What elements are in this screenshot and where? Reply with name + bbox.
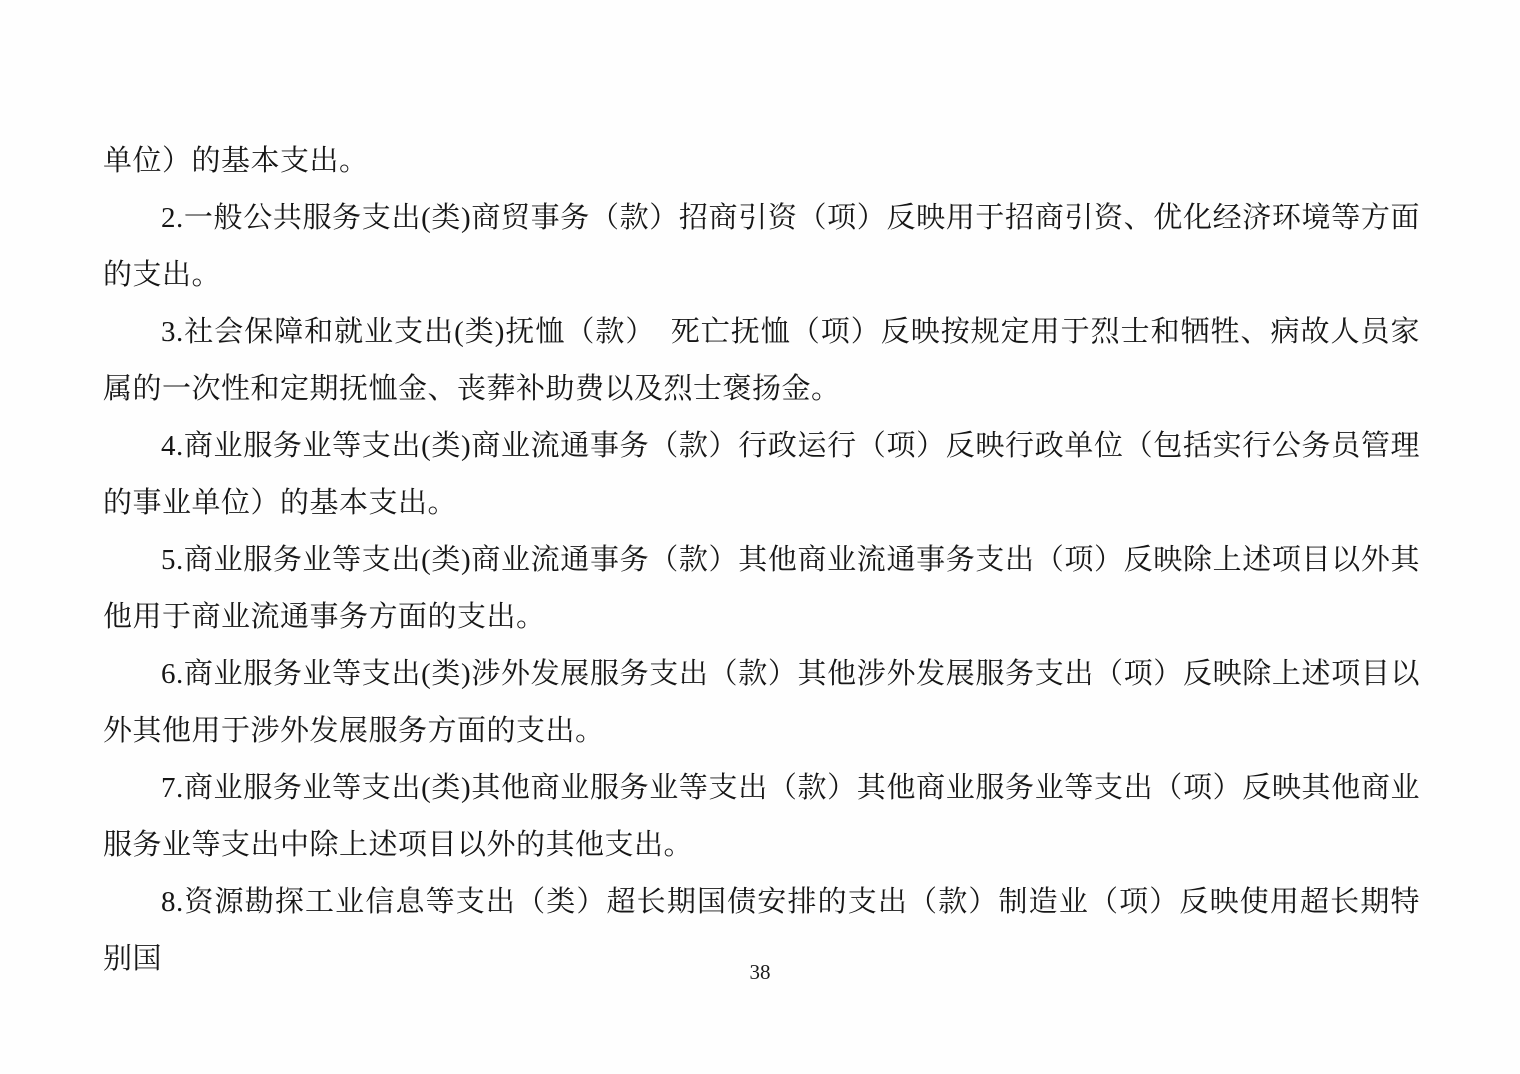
paragraph-item-8: 8.资源勘探工业信息等支出（类）超长期国债安排的支出（款）制造业（项）反映使用超长期特别国 — [103, 886, 1420, 975]
paragraph-item-4: 4.商业服务业等支出(类)商业流通事务（款）行政运行（项）反映行政单位（包括实行公务员管理的事业单位）的基本支出。 — [103, 430, 1420, 519]
paragraph-item-6: 6.商业服务业等支出(类)涉外发展服务支出（款）其他涉外发展服务支出（项）反映除上述项目以外其他用于涉外发展服务方面的支出。 — [103, 658, 1420, 747]
paragraph-continuation: 单位）的基本支出。 — [103, 145, 369, 177]
document-body — [103, 133, 1420, 988]
paragraph-item-7: 7.商业服务业等支出(类)其他商业服务业等支出（款）其他商业服务业等支出（项）反映其他商业服务业等支出中除上述项目以外的其他支出。 — [103, 772, 1420, 861]
paragraph-item-2: 2.一般公共服务支出(类)商贸事务（款）招商引资（项）反映用于招商引资、优化经济环境等方面的支出。 — [103, 202, 1420, 291]
page-number: 38 — [749, 960, 771, 984]
paragraph-item-3: 3.社会保障和就业支出(类)抚恤（款） 死亡抚恤（项）反映按规定用于烈士和牺牲、病故人员家属的一次性和定期抚恤金、丧葬补助费以及烈士褒扬金。 — [103, 316, 1420, 405]
paragraph-item-5: 5.商业服务业等支出(类)商业流通事务（款）其他商业流通事务支出（项）反映除上述项目以外其他用于商业流通事务方面的支出。 — [103, 544, 1420, 633]
